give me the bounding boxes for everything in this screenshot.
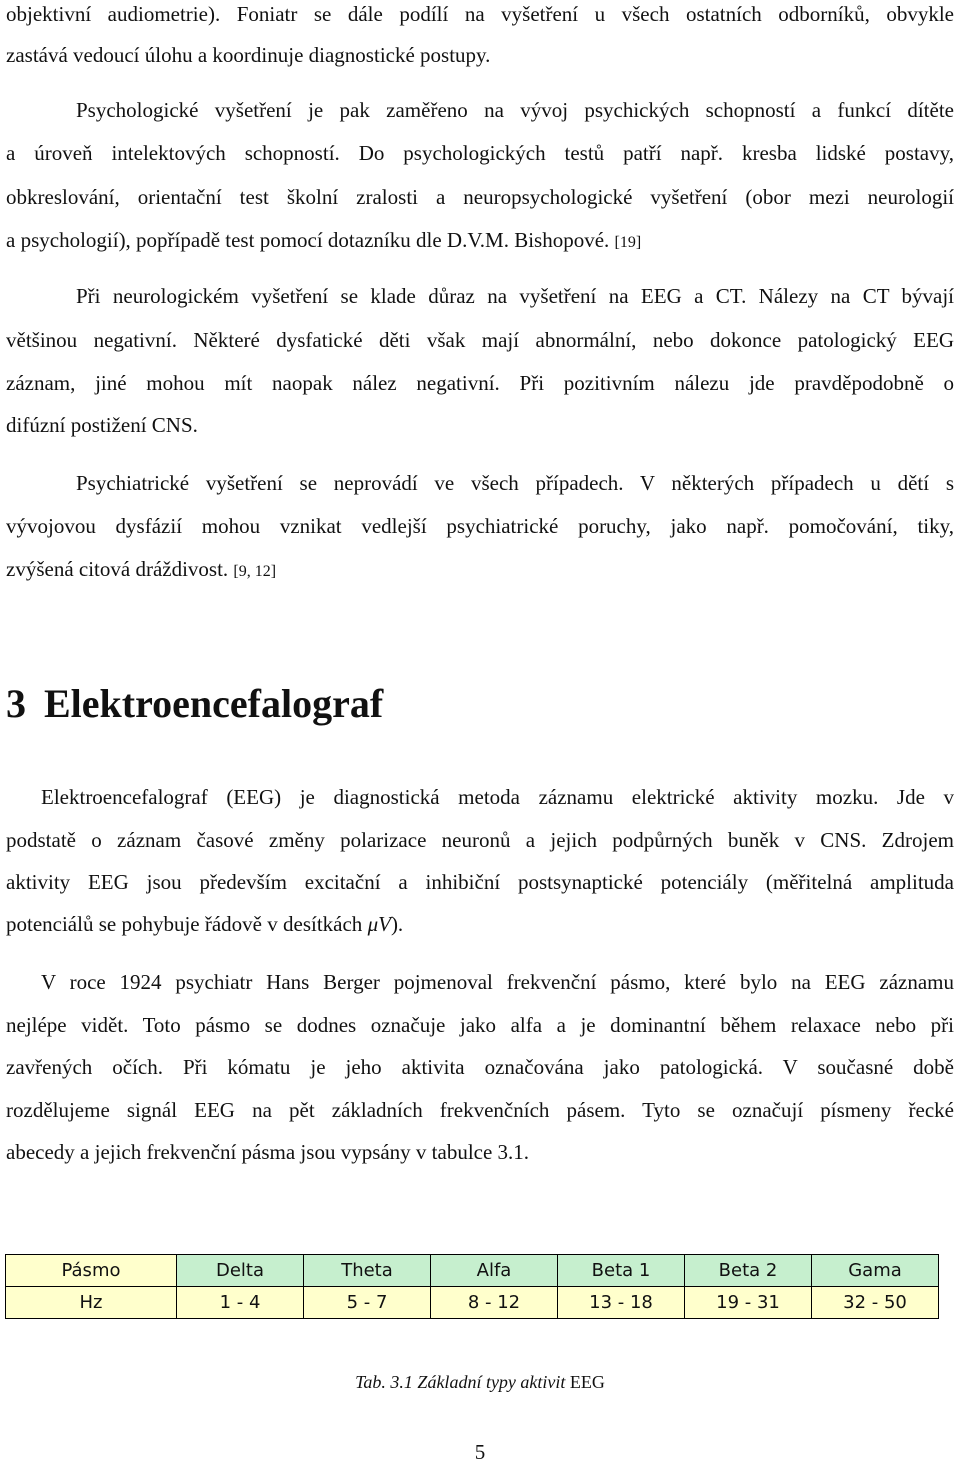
p4-line-3-text: zvýšená citová dráždivost. [6,557,229,581]
table-cell: 1 - 4 [177,1287,304,1319]
table-cell: 13 - 18 [558,1287,685,1319]
p4-line-2: vývojovou dysfázií mohou vznikat vedlejší psychiatrické poruchy, jako např. pomočování, tiky, [6,514,954,538]
caption-italic: Tab. 3.1 Základní typy aktivit [355,1372,566,1392]
table-cell: 19 - 31 [685,1287,812,1319]
p5-line-4-end: ). [390,912,404,936]
citation-19: [19] [614,234,642,251]
p5-line-1: Elektroencefalograf (EEG) je diagnostická metoda záznamu elektrické aktivity mozku. Jde v [41,785,954,809]
p5-line-3: aktivity EEG jsou především excitační a inhibiční postsynaptické potenciály (měřitelná amplituda [6,870,954,894]
unit-microvolt: μV [367,912,391,936]
table-cell: 32 - 50 [812,1287,939,1319]
table-header-cell: Gama [812,1255,939,1287]
caption-normal: EEG [565,1372,605,1392]
p6-line-3: zavřených očích. Při kómatu je jeho aktivita označována jako patologická. V současné době [6,1055,954,1079]
p5-line-2: podstatě o záznam časové změny polarizace neuronů a jejich podpůrných buněk v CNS. Zdrojem [6,828,954,852]
table-header-cell: Theta [304,1255,431,1287]
p2-line-4-text: a psychologií), popřípadě test pomocí dotazníku dle D.V.M. Bishopové. [6,228,610,252]
table-header-cell: Alfa [431,1255,558,1287]
table-cell: 5 - 7 [304,1287,431,1319]
page-number: 5 [474,1440,486,1464]
table-row [6,1287,939,1319]
p6-line-2: nejlépe vidět. Toto pásmo se dodnes označuje jako alfa a je dominantní během relaxace nebo při [6,1013,954,1037]
p5-line-4 [6,911,954,937]
section-title: Elektroencefalograf [44,681,384,726]
p6-line-4: rozdělujeme signál EEG na pět základních frekvenčních pásem. Tyto se označují písmeny řecké [6,1098,954,1122]
p1-line-1: objektivní audiometrie). Foniatr se dále podílí na vyšetření u všech ostatních odborníků, obvykle [6,2,954,26]
table-cell: Hz [6,1287,177,1319]
section-heading [6,680,383,728]
p6-line-1: V roce 1924 psychiatr Hans Berger pojmenoval frekvenční pásmo, které bylo na EEG záznamu [41,970,954,994]
table-header-cell: Pásmo [6,1255,177,1287]
table-cell: 8 - 12 [431,1287,558,1319]
section-number: 3 [6,681,26,726]
p3-line-2: většinou negativní. Některé dysfatické děti však mají abnormální, nebo dokonce patologický EEG [6,328,954,352]
citation-9-12: [9, 12] [233,563,277,580]
p4-line-1: Psychiatrické vyšetření se neprovádí ve všech případech. V některých případech u dětí s [76,471,954,495]
p3-line-1: Při neurologickém vyšetření se klade důraz na vyšetření na EEG a CT. Nálezy na CT bývají [76,284,954,308]
p1-line-2: zastává vedoucí úlohu a koordinuje diagnostické postupy. [6,43,491,67]
p2-line-4 [6,227,954,256]
p6-line-5: abecedy a jejich frekvenční pásma jsou vypsány v tabulce 3.1. [6,1140,530,1164]
p4-line-3 [6,556,954,585]
p2-line-1: Psychologické vyšetření je pak zaměřeno na vývoj psychických schopností a funkcí dítěte [76,98,954,122]
table-caption [0,1370,960,1394]
table-header-cell: Beta 2 [685,1255,812,1287]
table-row [6,1255,939,1287]
table-header-cell: Delta [177,1255,304,1287]
table-header-cell: Beta 1 [558,1255,685,1287]
eeg-bands-table [5,1254,939,1319]
p3-line-4: difúzní postižení CNS. [6,413,198,437]
p5-line-4-text: potenciálů se pohybuje řádově v desítkách [6,912,368,936]
p2-line-2: a úroveň intelektových schopností. Do psychologických testů patří např. kresba lidské postavy, [6,141,954,165]
p3-line-3: záznam, jiné mohou mít naopak nález negativní. Při pozitivním nálezu jde pravděpodobně o [6,371,954,395]
p2-line-3: obkreslování, orientační test školní zralosti a neuropsychologické vyšetření (obor mezi neurologií [6,185,954,209]
